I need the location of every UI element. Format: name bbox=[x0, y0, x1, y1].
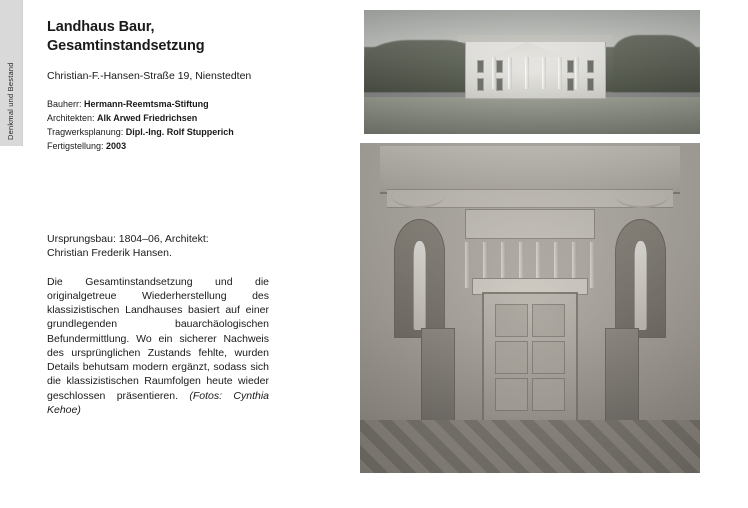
side-door-left bbox=[421, 328, 455, 424]
niche-left bbox=[394, 219, 445, 338]
garland-ornament bbox=[615, 183, 669, 208]
treeline-left bbox=[364, 40, 478, 92]
interior-photo bbox=[360, 143, 700, 473]
villa-window bbox=[477, 78, 484, 91]
photo-credit: (Fotos: Cynthia Kehoe) bbox=[47, 389, 270, 416]
credit-row bbox=[47, 112, 317, 126]
garland-ornament bbox=[391, 183, 445, 208]
villa-window bbox=[587, 60, 594, 73]
treeline-right bbox=[613, 35, 700, 92]
statue-right bbox=[634, 241, 647, 330]
article-body bbox=[47, 232, 269, 417]
credit-value: Alk Arwed Friedrichsen bbox=[97, 112, 198, 123]
credit-row bbox=[47, 140, 317, 154]
credits-block bbox=[47, 98, 317, 154]
portico-pediment bbox=[489, 42, 565, 58]
statue-left bbox=[413, 241, 426, 330]
credit-label: Architekten: bbox=[47, 112, 95, 123]
credit-label: Tragwerksplanung: bbox=[47, 126, 124, 137]
villa-window bbox=[477, 60, 484, 73]
credit-value: Hermann-Reemtsma-Stiftung bbox=[84, 98, 209, 109]
credit-value: 2003 bbox=[106, 140, 127, 151]
door-panels bbox=[495, 304, 564, 412]
address-line: Christian-F.-Hansen-Straße 19, Nienstedten bbox=[47, 70, 252, 83]
credit-label: Fertigstellung: bbox=[47, 140, 104, 151]
credit-value: Dipl.-Ing. Rolf Stupperich bbox=[125, 126, 234, 137]
wall-relief bbox=[465, 209, 594, 239]
page-title bbox=[47, 18, 317, 56]
article-header bbox=[47, 18, 317, 154]
portico-columns bbox=[492, 57, 579, 89]
origin-note bbox=[47, 232, 269, 261]
credit-row bbox=[47, 126, 317, 140]
credit-label: Bauherr: bbox=[47, 98, 82, 109]
villa-window bbox=[587, 78, 594, 91]
central-door bbox=[482, 292, 577, 424]
niche-right bbox=[615, 219, 666, 338]
exterior-photo bbox=[364, 10, 700, 134]
origin-note-line-2: Christian Frederik Hansen. bbox=[47, 247, 172, 260]
credit-row bbox=[47, 98, 317, 112]
villa-roof bbox=[458, 35, 613, 42]
title-line-2: Gesamtinstandsetzung bbox=[47, 38, 205, 55]
origin-note-line-1: Ursprungsbau: 1804–06, Architekt: bbox=[47, 233, 209, 245]
stone-floor bbox=[360, 420, 700, 473]
body-paragraph bbox=[47, 275, 269, 418]
body-text: Die Gesamtinstandsetzung und die originalgetreue Wiederherstellung des klassizistischen Landhauses basiert auf einer grundlegenden bauarchäologischen Befundermittlung. Wo ein sicherer Nachweis des ursprünglichen Zustands fehlte, wurden Details behutsam modern ergänzt, sodass sich die klassizistischen Raumfolgen heute wieder geschlossen präsentieren. bbox=[47, 275, 269, 402]
section-tab-label: Denkmal und Bestand bbox=[6, 62, 15, 140]
section-tab bbox=[0, 0, 23, 146]
side-door-right bbox=[605, 328, 639, 424]
title-line-1: Landhaus Baur, bbox=[47, 19, 155, 35]
lawn bbox=[364, 97, 700, 134]
